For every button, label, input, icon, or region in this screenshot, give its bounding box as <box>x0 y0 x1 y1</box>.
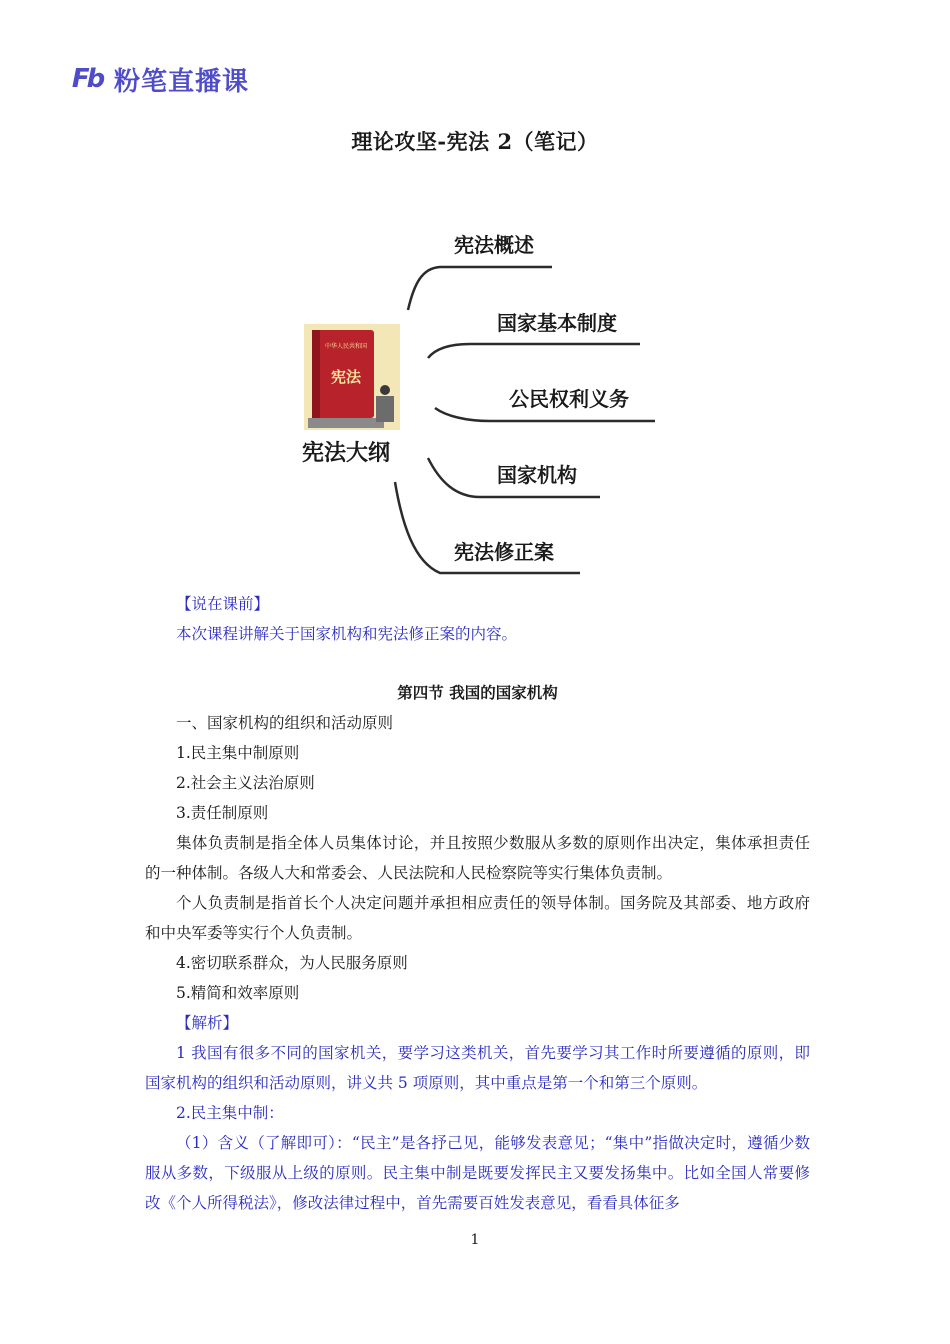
principle-item-2: 2.社会主义法治原则 <box>176 774 315 792</box>
individual-responsibility-paragraph: 个人负责制是指首长个人决定问题并承担相应责任的领导体制。国务院及其部委、地方政府和中央军委等实行个人负责制。 <box>145 894 810 942</box>
analysis-block <box>145 1008 810 1218</box>
constitution-mindmap <box>290 214 670 586</box>
brand-logo <box>66 62 249 96</box>
page-number: 1 <box>470 1232 480 1248</box>
analysis-paragraph-2: 2.民主集中制： <box>176 1104 284 1122</box>
analysis-paragraph-3: （1）含义（了解即可）：“民主”是各抒己见，能够发表意见；“集中”指做决定时，遵循少数服从多数，下级服从上级的原则。民主集中制是既要发挥民主又要发扬集中。比如全国人常要修改《个人所得税法》，修改法律过程中，首先需要百姓发表意见，看看具体征多 <box>145 1134 810 1212</box>
branch-citizen-rights-duties: 公民权利义务 <box>509 387 629 411</box>
section-block <box>145 678 810 1008</box>
branch-state-basic-systems: 国家基本制度 <box>497 311 617 335</box>
branch-constitution-overview: 宪法概述 <box>454 233 534 257</box>
book-cover-line-1: 中华人民共和国 <box>324 343 368 350</box>
branch-state-organs: 国家机构 <box>497 463 577 487</box>
analysis-heading: 【解析】 <box>176 1014 239 1032</box>
intro-text: 本次课程讲解关于国家机构和宪法修正案的内容。 <box>176 625 518 643</box>
branch-constitutional-amendments: 宪法修正案 <box>454 540 554 564</box>
section-subheading: 一、国家机构的组织和活动原则 <box>176 714 394 732</box>
principle-item-3: 3.责任制原则 <box>176 804 269 822</box>
book-cover-line-2: 宪法 <box>330 368 362 386</box>
principle-item-1: 1.民主集中制原则 <box>176 744 300 762</box>
collective-responsibility-paragraph: 集体负责制是指全体人员集体讨论，并且按照少数服从多数的原则作出决定，集体承担责任的一种体制。各级人大和常委会、人民法院和人民检察院等实行集体负责制。 <box>145 834 810 882</box>
principle-item-5: 5.精简和效率原则 <box>176 984 300 1002</box>
principle-item-4: 4.密切联系群众，为人民服务原则 <box>176 954 408 972</box>
intro-block <box>145 589 810 649</box>
intro-heading: 【说在课前】 <box>176 595 270 613</box>
fb-logo-icon: Fb <box>71 64 103 94</box>
brand-name: 粉笔直播课 <box>114 66 250 97</box>
section-title: 第四节 我国的国家机构 <box>397 683 558 702</box>
constitution-book-image <box>304 324 400 430</box>
mindmap-center-label: 宪法大纲 <box>302 441 391 466</box>
analysis-paragraph-1: 1 我国有很多不同的国家机关，要学习这类机关，首先要学习其工作时所要遵循的原则，即国家机构的组织和活动原则，讲义共 5 项原则，其中重点是第一个和第三个原则。 <box>145 1044 810 1092</box>
document-title: 理论攻坚-宪法 2（笔记） <box>351 129 599 154</box>
